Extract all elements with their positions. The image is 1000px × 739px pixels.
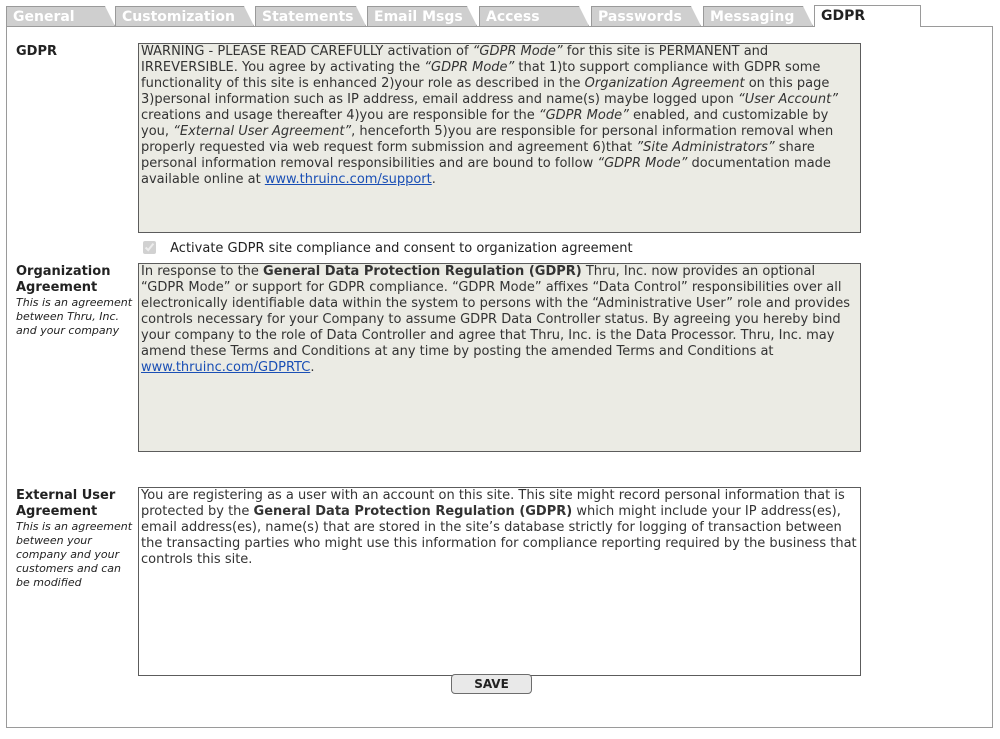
ext-label: External User Agreement	[16, 488, 116, 519]
ext-agreement-textarea[interactable]	[138, 487, 861, 676]
tab-customization[interactable]: Customization	[115, 6, 254, 26]
org-sublabel: This is an agreement between Thru, Inc. and your company	[16, 296, 133, 337]
consent-checkbox[interactable]	[143, 241, 156, 254]
gdpr-settings-panel	[6, 26, 993, 728]
gdpr-em-1: “GDPR Mode”	[472, 44, 563, 59]
tab-email-msgs[interactable]: Email Msgs	[367, 6, 477, 26]
gdpr-text-10: .	[431, 172, 436, 187]
gdpr-em-3: Organization Agreement	[584, 76, 745, 91]
gdpr-text-1: WARNING - PLEASE READ CAREFULLY activation of	[141, 44, 473, 59]
ext-sublabel: This is an agreement between your company and your customers and can be modified	[16, 520, 133, 589]
tab-passwords[interactable]: Passwords	[591, 6, 701, 26]
org-text-2: Thru, Inc. now provides an optional “GDPR Mode” or support for GDPR compliance. “GDPR Mode” affixes “Data Control” responsibilities over all electronically identifiable data within the system to persons with the “Administrative User” role and provides controls necessary for your Company to assume GDPR Data Controller status. By agreeing you hereby bind your company to the role of Data Controller and agree that Thru, Inc. is the Data Processor. Thru, Inc. may amend these Terms and Conditions at any time by posting the amended Terms and Conditions at	[141, 264, 851, 359]
gdpr-text-4: on this page 3)personal information such as IP address, email address and name(s) maybe logged upon	[141, 76, 830, 107]
ext-bold-1: General Data Protection Regulation (GDPR)	[253, 504, 573, 519]
gdpr-em-6: “External User Agreement”	[173, 124, 352, 139]
tab-messaging[interactable]: Messaging	[703, 6, 813, 26]
consent-row	[141, 241, 633, 257]
gdpr-em-7: ”Site Administrators”	[636, 140, 775, 155]
gdpr-em-8: “GDPR Mode”	[597, 156, 688, 171]
gdpr-text-5: creations and usage thereafter 4)you are responsible for the	[141, 108, 539, 123]
support-link[interactable]: www.thruinc.com/support	[264, 172, 432, 187]
tab-access[interactable]: Access	[479, 6, 589, 26]
org-text-1: In response to the	[141, 264, 264, 279]
ext-section-label	[16, 488, 136, 590]
gdpr-em-5: “GDPR Mode”	[538, 108, 629, 123]
gdpr-text-7: , henceforth 5)you are responsible for personal information removal when properly requested via web request form submission and agreement 6)that	[141, 124, 834, 155]
org-agreement-textarea	[138, 263, 861, 452]
gdprtc-link[interactable]: www.thruinc.com/GDPRTC	[141, 360, 311, 375]
gdpr-text-3: that 1)to support compliance with GDPR some functionality of this site is enhanced 2)your role as described in the	[141, 60, 821, 91]
gdpr-em-2: “GDPR Mode”	[424, 60, 515, 75]
ext-text-1: You are registering as a user with an account on this site. This site might record personal information that is protected by the	[141, 488, 845, 519]
tab-gdpr[interactable]: GDPR	[814, 5, 921, 27]
gdpr-text-8: share personal information removal responsibilities and are bound to follow	[141, 140, 815, 171]
org-text-3: .	[310, 360, 315, 375]
org-label: Organization Agreement	[16, 264, 111, 295]
gdpr-text-2: for this site is PERMANENT and IRREVERSIBLE. You agree by activating the	[141, 44, 769, 75]
org-bold-1: General Data Protection Regulation (GDPR)	[263, 264, 582, 279]
save-button[interactable]: SAVE	[451, 674, 532, 694]
tab-bar	[6, 6, 921, 27]
consent-label: Activate GDPR site compliance and consent to organization agreement	[170, 241, 633, 256]
gdpr-text-6: enabled, and customizable by you,	[141, 108, 829, 139]
gdpr-section-label	[16, 44, 136, 60]
gdpr-warning-textarea	[138, 43, 861, 233]
org-section-label	[16, 264, 136, 338]
gdpr-text-9: documentation made available online at	[141, 156, 831, 187]
gdpr-em-4: “User Account”	[738, 92, 838, 107]
ext-text-2: which might include your IP address(es), email address(es), name(s) that are stored in the site’s database strictly for logging of transaction between the transacting parties who might use this information for compliance reporting required by the business that controls this site.	[141, 504, 857, 567]
tab-general[interactable]: General	[6, 6, 115, 26]
gdpr-label: GDPR	[16, 44, 57, 59]
tab-statements[interactable]: Statements	[255, 6, 366, 26]
